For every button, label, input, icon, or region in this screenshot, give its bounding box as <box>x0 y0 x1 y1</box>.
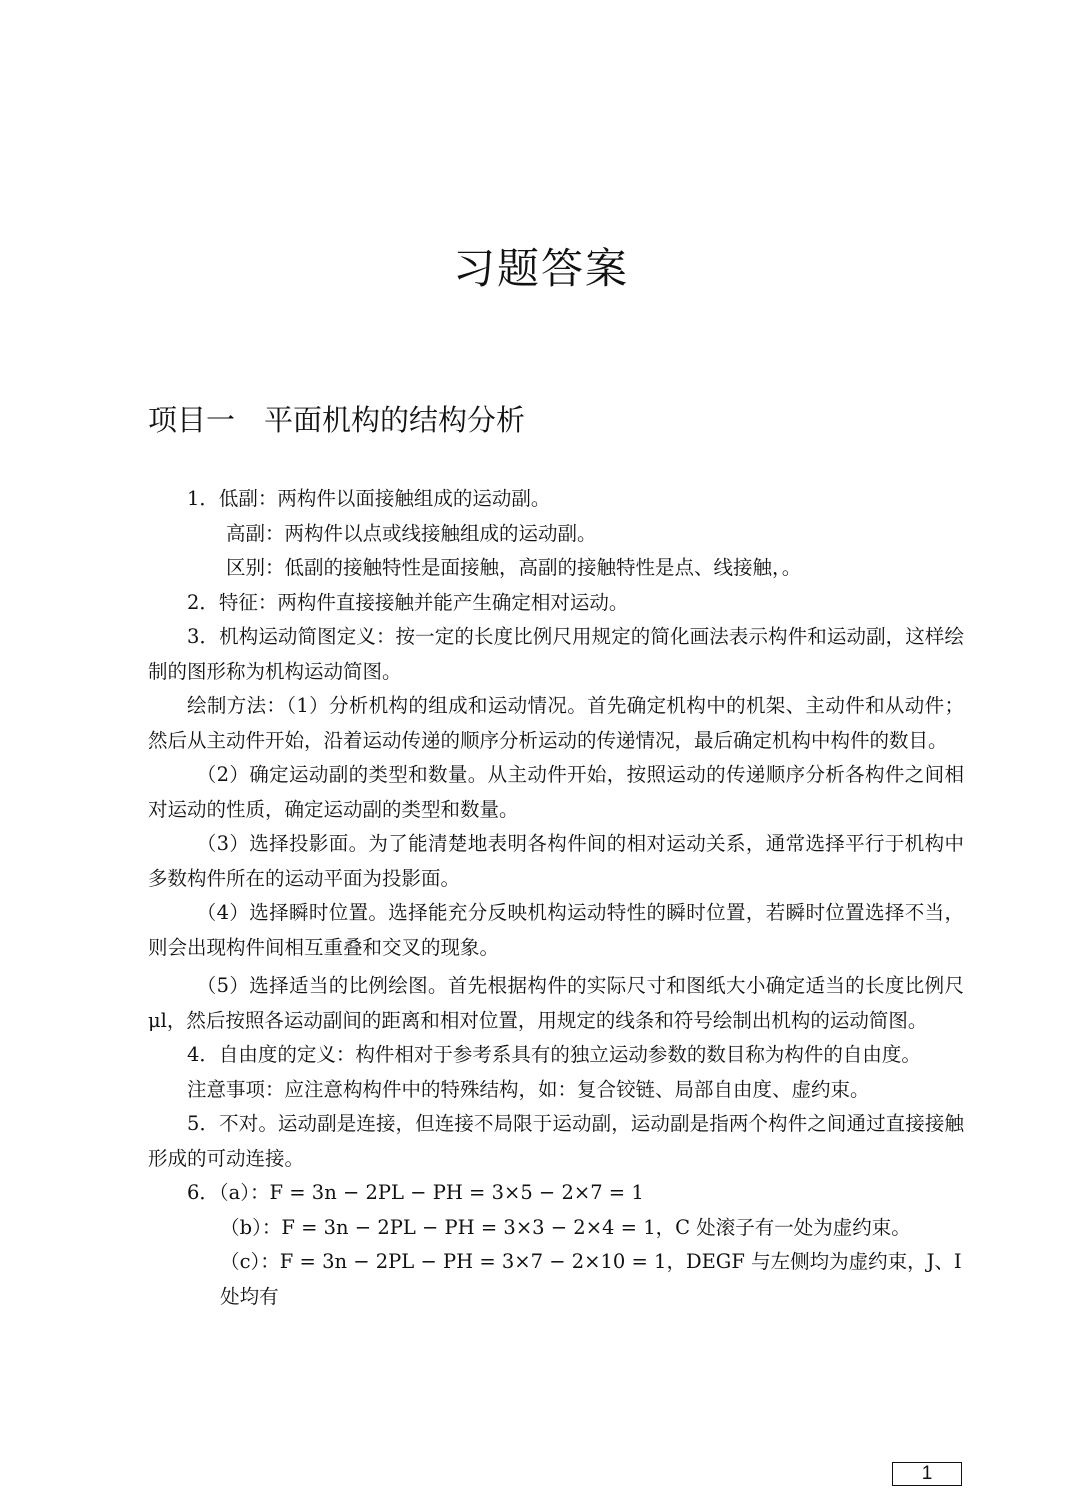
page-number: 1 <box>892 1462 962 1486</box>
paragraph: 4．自由度的定义：构件相对于参考系具有的独立运动参数的数目称为构件的自由度。 <box>187 1043 921 1066</box>
paragraph: 5．不对。运动副是连接，但连接不局限于运动副，运动副是指两个构件之间通过直接接触形成的可动连接。 <box>148 1112 964 1170</box>
paragraph: （2）确定运动副的类型和数量。从主动件开始，按照运动的传递顺序分析各构件之间相对运动的性质，确定运动副的类型和数量。 <box>148 763 964 821</box>
chapter-heading: 项目一 平面机构的结构分析 <box>148 403 526 437</box>
paragraph: 区别：低副的接触特性是面接触，高副的接触特性是点、线接触，。 <box>226 556 802 579</box>
paragraph: （3）选择投影面。为了能清楚地表明各构件间的相对运动关系，通常选择平行于机构中多数构件所在的运动平面为投影面。 <box>148 832 964 890</box>
paragraph: （4）选择瞬时位置。选择能充分反映机构运动特性的瞬时位置，若瞬时位置选择不当，则会出现构件间相互重叠和交叉的现象。 <box>148 901 964 959</box>
page-title: 习题答案 <box>452 244 629 293</box>
paragraph: （5）选择适当的比例绘图。首先根据构件的实际尺寸和图纸大小确定适当的长度比例尺 μl，然后按照各运动副间的距离和相对位置，用规定的线条和符号绘制出机构的运动简图。 <box>148 974 964 1032</box>
paragraph: 绘制方法：（1）分析机构的组成和运动情况。首先确定机构中的机架、主动件和从动件；然后从主动件开始，沿着运动传递的顺序分析运动的传递情况，最后确定机构中构件的数目。 <box>148 694 964 752</box>
paragraph: 高副：两构件以点或线接触组成的运动副。 <box>226 521 597 545</box>
paragraph: 3．机构运动简图定义：按一定的长度比例尺用规定的简化画法表示构件和运动副，这样绘制的图形称为机构运动简图。 <box>148 625 964 683</box>
formula-line: 6．（a）：F = 3n − 2PL − PH = 3×5 − 2×7 = 1 <box>187 1181 644 1204</box>
answer-body <box>148 482 964 1314</box>
paragraph: 2．特征：两构件直接接触并能产生确定相对运动。 <box>187 590 629 614</box>
paragraph: 1．低副：两构件以面接触组成的运动副。 <box>187 487 551 510</box>
formula-line: （b）：F = 3n − 2PL − PH = 3×3 − 2×4 = 1，C 处滚子有一处为虚约束。 <box>220 1215 911 1239</box>
formula-line: （c）：F = 3n − 2PL − PH = 3×7 − 2×10 = 1，DEGF 与左侧均为虚约束，J、I 处均有 <box>220 1250 962 1308</box>
paragraph: 注意事项：应注意构构件中的特殊结构，如：复合铰链、局部自由度、虚约束。 <box>187 1077 870 1101</box>
